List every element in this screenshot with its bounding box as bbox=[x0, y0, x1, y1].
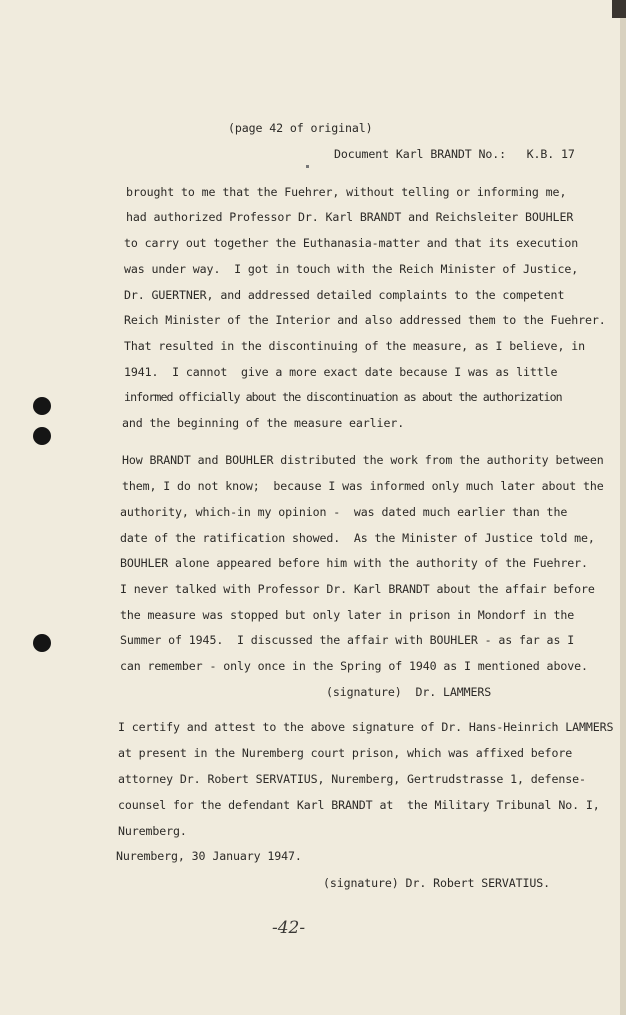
paragraph2-line: I never talked with Professor Dr. Karl BRANDT about the affair before bbox=[120, 582, 595, 596]
page-edge bbox=[620, 0, 626, 1015]
paragraph1-line: and the beginning of the measure earlier. bbox=[122, 416, 405, 430]
paragraph1-line: Dr. GUERTNER, and addressed detailed complaints to the competent bbox=[124, 288, 565, 302]
signature-servatius: (signature) Dr. Robert SERVATIUS. bbox=[323, 876, 551, 890]
paragraph2-line: the measure was stopped but only later in prison in Mondorf in the bbox=[120, 608, 575, 622]
place-date-line: Nuremberg, 30 January 1947. bbox=[116, 849, 302, 863]
paragraph3-line: attorney Dr. Robert SERVATIUS, Nuremberg, Gertrudstrasse 1, defense- bbox=[118, 772, 586, 786]
page-reference: (page 42 of original) bbox=[228, 121, 373, 135]
paragraph1-line: informed officially about the discontinuation as about the authorization bbox=[124, 390, 562, 404]
paragraph1-line: to carry out together the Euthanasia-matter and that its execution bbox=[124, 236, 579, 250]
paragraph1-line: Reich Minister of the Interior and also addressed them to the Fuehrer. bbox=[124, 313, 606, 327]
punch-hole-middle bbox=[33, 427, 51, 445]
ink-speck bbox=[306, 165, 309, 168]
page-number: -42- bbox=[272, 918, 306, 938]
signature-lammers: (signature) Dr. LAMMERS bbox=[326, 685, 492, 699]
document-reference: Document Karl BRANDT No.: K.B. 17 bbox=[334, 147, 575, 161]
paragraph2-line: Summer of 1945. I discussed the affair with BOUHLER - as far as I bbox=[120, 633, 575, 647]
paragraph1-line: was under way. I got in touch with the Reich Minister of Justice, bbox=[124, 262, 579, 276]
paragraph2-line: them, I do not know; because I was informed only much later about the bbox=[122, 479, 604, 493]
paragraph3-line: at present in the Nuremberg court prison, which was affixed before bbox=[118, 746, 573, 760]
paragraph1-line: had authorized Professor Dr. Karl BRANDT and Reichsleiter BOUHLER bbox=[126, 210, 574, 224]
punch-hole-top bbox=[33, 397, 51, 415]
paragraph2-line: authority, which-in my opinion - was dated much earlier than the bbox=[120, 505, 568, 519]
paragraph1-line: 1941. I cannot give a more exact date because I was as little bbox=[124, 365, 558, 379]
page-corner-shadow bbox=[612, 0, 626, 18]
paragraph3-line: counsel for the defendant Karl BRANDT at the Military Tribunal No. I, bbox=[118, 798, 600, 812]
paragraph1-line: That resulted in the discontinuing of the measure, as I believe, in bbox=[124, 339, 585, 353]
paragraph3-line: Nuremberg. bbox=[118, 824, 187, 838]
paragraph1-line: brought to me that the Fuehrer, without telling or informing me, bbox=[126, 185, 567, 199]
paragraph2-line: date of the ratification showed. As the Minister of Justice told me, bbox=[120, 531, 595, 545]
paragraph3-line: I certify and attest to the above signature of Dr. Hans-Heinrich LAMMERS bbox=[118, 720, 614, 734]
paragraph2-line: How BRANDT and BOUHLER distributed the work from the authority between bbox=[122, 453, 604, 467]
paragraph2-line: can remember - only once in the Spring of 1940 as I mentioned above. bbox=[120, 659, 588, 673]
punch-hole-bottom bbox=[33, 634, 51, 652]
paragraph2-line: BOUHLER alone appeared before him with the authority of the Fuehrer. bbox=[120, 556, 588, 570]
